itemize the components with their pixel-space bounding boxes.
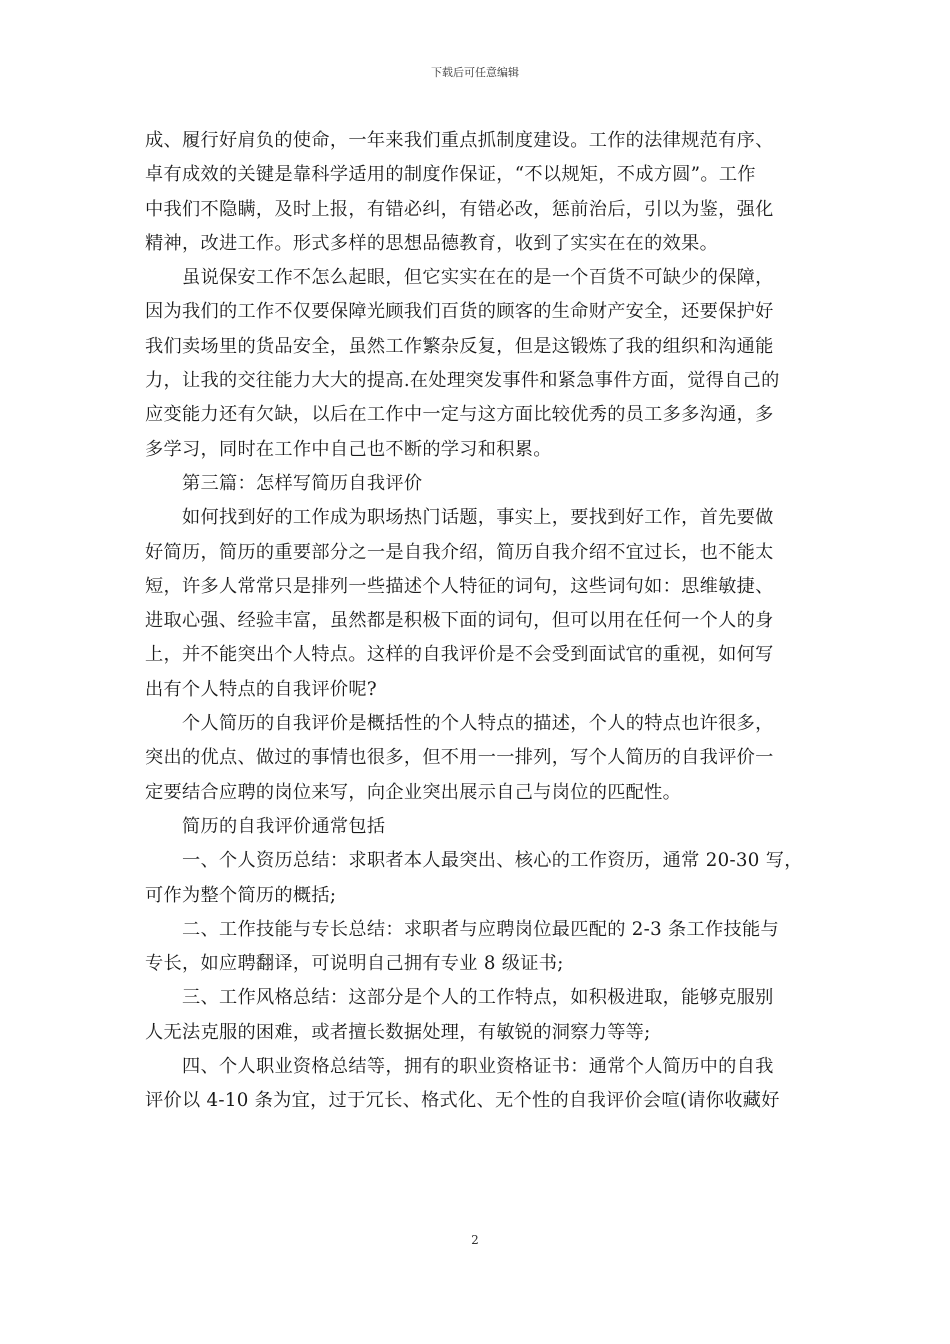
text-line: 虽说保安工作不怎么起眼，但它实实在在的是一个百货不可缺少的保障， bbox=[182, 267, 774, 289]
text-line: 如何找到好的工作成为职场热门话题，事实上，要找到好工作，首先要做 bbox=[182, 507, 774, 529]
text-line: 进取心强、经验丰富，虽然都是积极下面的词句，但可以用在任何一个人的身 bbox=[145, 610, 774, 632]
document-body bbox=[145, 124, 815, 1119]
text-line: 我们卖场里的货品安全，虽然工作繁杂反复，但是这锻炼了我的组织和沟通能 bbox=[145, 335, 774, 357]
text-line: 上，并不能突出个人特点。这样的自我评价是不会受到面试官的重视，如何写 bbox=[145, 644, 774, 666]
text-line: 人无法克服的困难，或者擅长数据处理，有敏锐的洞察力等等; bbox=[145, 1021, 651, 1043]
text-line: 多学习，同时在工作中自己也不断的学习和积累。 bbox=[145, 438, 552, 460]
text-line: 卓有成效的关键是靠科学适用的制度作保证，“不以规矩，不成方圆”。工作 bbox=[145, 164, 756, 186]
list-item: 三、工作风格总结：这部分是个人的工作特点，如积极进取，能够克服别 bbox=[182, 987, 774, 1009]
text-line: 出有个人特点的自我评价呢? bbox=[145, 678, 377, 700]
text-line: 专长，如应聘翻译，可说明自己拥有专业 8 级证书; bbox=[145, 953, 564, 975]
list-item: 四、个人职业资格总结等，拥有的职业资格证书：通常个人简历中的自我 bbox=[182, 1056, 774, 1078]
text-line: 力，让我的交往能力大大的提高.在处理突发事件和紧急事件方面，觉得自己的 bbox=[145, 370, 780, 392]
text-line: 个人简历的自我评价是概括性的个人特点的描述，个人的特点也许很多， bbox=[182, 713, 774, 735]
text-line: 因为我们的工作不仅要保障光顾我们百货的顾客的生命财产安全，还要保护好 bbox=[145, 301, 774, 323]
text-line: 成、履行好肩负的使命，一年来我们重点抓制度建设。工作的法律规范有序、 bbox=[145, 130, 774, 151]
text-line: 可作为整个简历的概括; bbox=[145, 884, 337, 906]
section-heading: 第三篇：怎样写简历自我评价 bbox=[182, 472, 423, 494]
text-line: 突出的优点、做过的事情也很多，但不用一一排列，写个人简历的自我评价一 bbox=[145, 747, 774, 769]
text-line: 评价以 4-10 条为宜，过于冗长、格式化、无个性的自我评价会喧(请你收藏好 bbox=[145, 1090, 780, 1112]
text-line: 精神，改进工作。形式多样的思想品德教育，收到了实实在在的效果。 bbox=[145, 232, 719, 254]
page-number: 2 bbox=[471, 1233, 479, 1247]
text-line: 好简历，简历的重要部分之一是自我介绍，简历自我介绍不宜过长，也不能太 bbox=[145, 541, 774, 563]
text-line: 定要结合应聘的岗位来写，向企业突出展示自己与岗位的匹配性。 bbox=[145, 781, 682, 803]
text-line: 应变能力还有欠缺，以后在工作中一定与这方面比较优秀的员工多多沟通，多 bbox=[145, 404, 774, 426]
list-item: 二、工作技能与专长总结：求职者与应聘岗位最匹配的 2-3 条工作技能与 bbox=[182, 918, 779, 940]
text-line: 中我们不隐瞒，及时上报，有错必纠，有错必改，惩前治后，引以为鉴，强化 bbox=[145, 198, 774, 220]
text-line: 短，许多人常常只是排列一些描述个人特征的词句，这些词句如：思维敏捷、 bbox=[145, 575, 774, 597]
list-item: 一、个人资历总结：求职者本人最突出、核心的工作资历，通常 20-30 写， bbox=[182, 850, 803, 872]
page-header: 下载后可任意编辑 bbox=[431, 66, 519, 79]
body-text bbox=[145, 124, 815, 1119]
text-line: 简历的自我评价通常包括 bbox=[182, 815, 386, 837]
